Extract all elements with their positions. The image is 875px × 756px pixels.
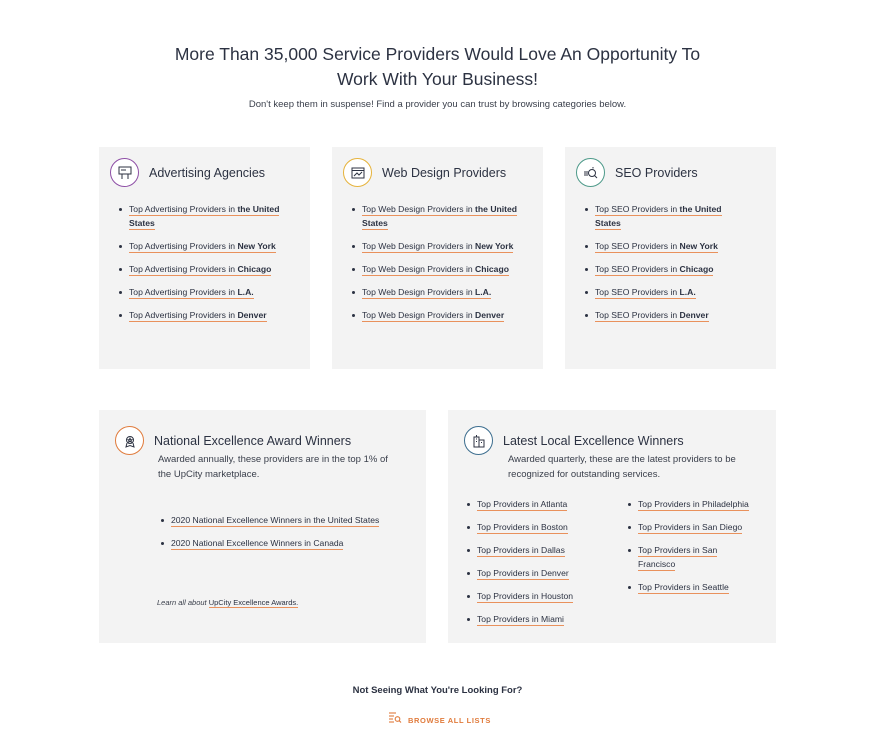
card-national-award	[99, 410, 426, 643]
web-design-link-list	[352, 202, 532, 331]
page-title-line1: More Than 35,000 Service Providers Would Love An Opportunity To	[174, 44, 701, 64]
award-badge-icon	[115, 426, 144, 455]
list-item	[352, 285, 532, 299]
link-web-design-la[interactable]: Top Web Design Providers in L.A.	[362, 287, 492, 297]
link-advertising-new-york[interactable]: Top Advertising Providers in New York	[129, 241, 276, 251]
card-advertising	[99, 147, 310, 369]
list-item	[352, 262, 532, 276]
card-award-header	[115, 426, 351, 455]
list-item	[467, 612, 612, 626]
card-local-excellence	[448, 410, 776, 643]
card-web-design	[332, 147, 543, 369]
page-title-line2: Work With Your Business!	[336, 69, 538, 89]
link-advertising-chicago[interactable]: Top Advertising Providers in Chicago	[129, 264, 272, 274]
card-local-header	[464, 426, 684, 455]
list-item	[119, 239, 299, 253]
card-advertising-header	[110, 158, 265, 187]
list-item	[628, 520, 753, 534]
not-seeing-heading: Not Seeing What You're Looking For?	[352, 685, 523, 696]
link-local-houston[interactable]: Top Providers in Houston	[477, 591, 574, 601]
seo-search-icon	[576, 158, 605, 187]
list-item	[467, 497, 612, 511]
link-web-design-chicago[interactable]: Top Web Design Providers in Chicago	[362, 264, 509, 274]
list-item	[467, 543, 612, 557]
web-design-icon	[343, 158, 372, 187]
card-local-title: Latest Local Excellence Winners	[503, 433, 684, 448]
list-item	[628, 497, 753, 511]
list-item	[467, 589, 612, 603]
local-link-list-col1	[467, 497, 612, 635]
link-award-canada[interactable]: 2020 National Excellence Winners in Canada	[171, 538, 344, 548]
list-item	[628, 580, 753, 594]
link-local-san-francisco[interactable]: Top Providers in San Francisco	[638, 545, 718, 569]
link-excellence-awards[interactable]: UpCity Excellence Awards.	[208, 598, 299, 607]
list-item	[585, 202, 735, 230]
billboard-icon	[110, 158, 139, 187]
list-item	[467, 566, 612, 580]
link-local-atlanta[interactable]: Top Providers in Atlanta	[477, 499, 568, 509]
link-local-dallas[interactable]: Top Providers in Dallas	[477, 545, 565, 555]
link-seo-chicago[interactable]: Top SEO Providers in Chicago	[595, 264, 714, 274]
seo-link-list	[585, 202, 735, 331]
card-seo	[565, 147, 776, 369]
link-seo-la[interactable]: Top SEO Providers in L.A.	[595, 287, 696, 297]
award-link-list	[161, 513, 391, 559]
card-award-description: Awarded annually, these providers are in the top 1% of the UpCity marketplace.	[158, 454, 388, 480]
list-item	[467, 520, 612, 534]
list-item	[585, 239, 735, 253]
list-item	[585, 285, 735, 299]
local-link-list-col2	[628, 497, 753, 603]
list-item	[119, 262, 299, 276]
learn-about-awards: Learn all about UpCity Excellence Awards.	[157, 598, 299, 607]
link-local-miami[interactable]: Top Providers in Miami	[477, 614, 564, 624]
page-title	[0, 42, 875, 92]
link-advertising-united-states[interactable]: Top Advertising Providers in the United States	[129, 204, 280, 228]
list-item	[119, 308, 299, 322]
link-local-seattle[interactable]: Top Providers in Seattle	[638, 582, 729, 592]
city-buildings-icon	[464, 426, 493, 455]
list-item	[352, 308, 532, 322]
page-subtitle: Don't keep them in suspense! Find a provider you can trust by browsing categories below.	[248, 99, 627, 110]
list-item	[161, 513, 391, 527]
advertising-link-list	[119, 202, 299, 331]
list-item	[119, 202, 299, 230]
link-local-philadelphia[interactable]: Top Providers in Philadelphia	[638, 499, 749, 509]
link-web-design-denver[interactable]: Top Web Design Providers in Denver	[362, 310, 505, 320]
list-search-icon	[388, 711, 402, 730]
link-seo-denver[interactable]: Top SEO Providers in Denver	[595, 310, 709, 320]
link-award-united-states[interactable]: 2020 National Excellence Winners in the United States	[171, 515, 380, 525]
card-award-title: National Excellence Award Winners	[154, 433, 352, 448]
card-seo-header	[576, 158, 698, 187]
link-advertising-denver[interactable]: Top Advertising Providers in Denver	[129, 310, 267, 320]
browse-all-lists-button[interactable]	[388, 711, 491, 730]
card-seo-title: SEO Providers	[615, 165, 698, 180]
list-item	[352, 239, 532, 253]
link-local-san-diego[interactable]: Top Providers in San Diego	[638, 522, 743, 532]
link-seo-united-states[interactable]: Top SEO Providers in the United States	[595, 204, 722, 228]
link-web-design-new-york[interactable]: Top Web Design Providers in New York	[362, 241, 514, 251]
link-web-design-united-states[interactable]: Top Web Design Providers in the United States	[362, 204, 518, 228]
browse-all-lists-label: BROWSE ALL LISTS	[408, 716, 491, 725]
link-local-denver[interactable]: Top Providers in Denver	[477, 568, 569, 578]
card-web-design-header	[343, 158, 506, 187]
link-advertising-la[interactable]: Top Advertising Providers in L.A.	[129, 287, 254, 297]
list-item	[161, 536, 391, 550]
list-item	[585, 262, 735, 276]
list-item	[628, 543, 753, 571]
list-item	[585, 308, 735, 322]
card-local-description: Awarded quarterly, these are the latest providers to be recognized for outstanding services.	[508, 454, 736, 480]
list-item	[352, 202, 532, 230]
link-local-boston[interactable]: Top Providers in Boston	[477, 522, 568, 532]
card-advertising-title: Advertising Agencies	[149, 165, 266, 180]
card-web-design-title: Web Design Providers	[382, 165, 507, 180]
list-item	[119, 285, 299, 299]
link-seo-new-york[interactable]: Top SEO Providers in New York	[595, 241, 718, 251]
